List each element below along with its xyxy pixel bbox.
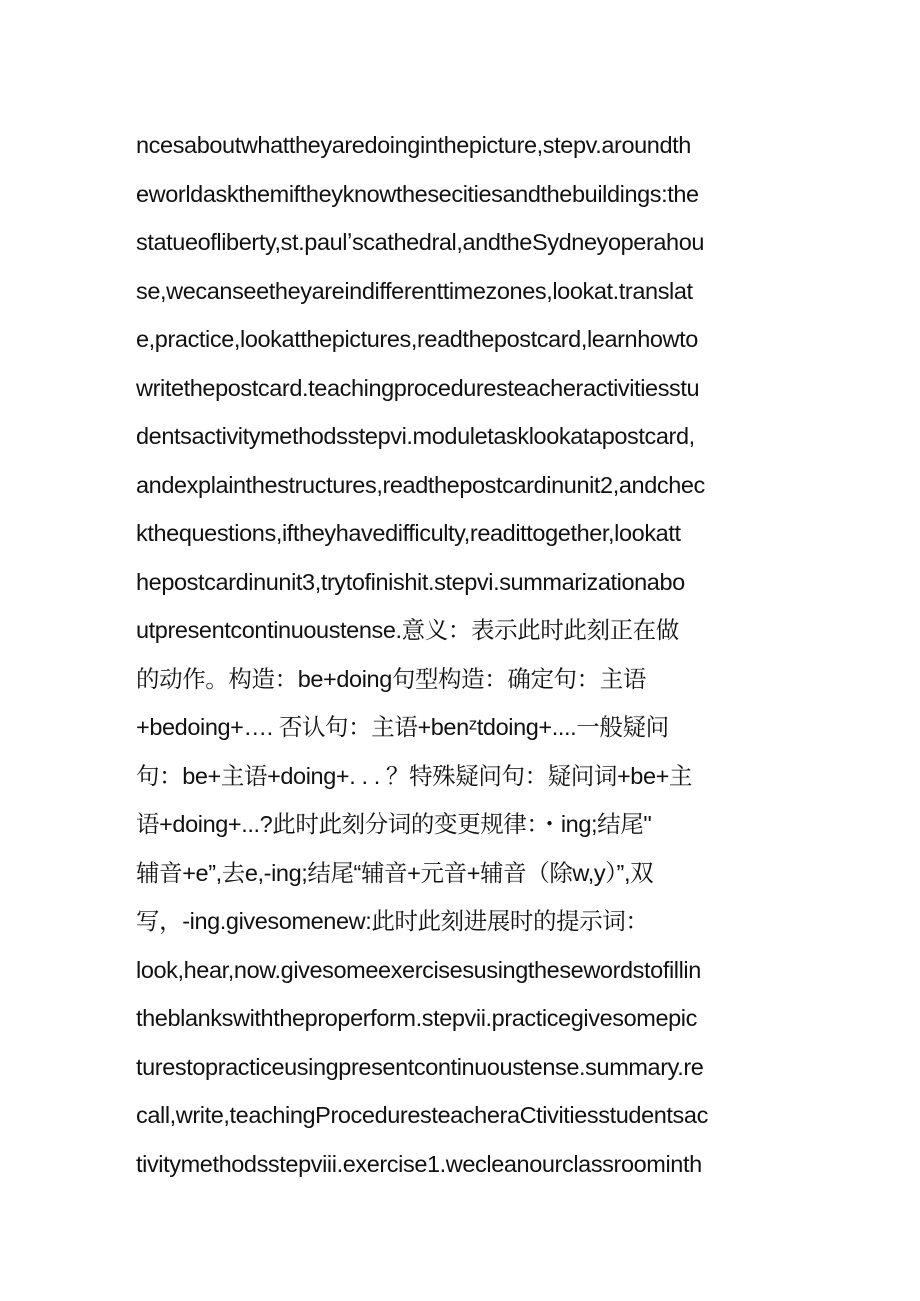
text-line-7: dentsactivitymethodsstepvi.moduletasklookatapostcard, [136, 423, 695, 449]
text-line-4: se,wecanseetheyareindifferenttimezones,lookat.translat [136, 277, 693, 304]
text-line-14: 句：be+主语+doing+. . . ？特殊疑问句：疑问词+be+主 [136, 762, 693, 789]
body-text [136, 121, 796, 1188]
text-line-9: kthequestions,iftheyhavedifficulty,readittogether,lookatt [136, 520, 681, 546]
text-line-11: utpresentcontinuoustense.意义：表示此时此刻正在做 [136, 617, 679, 643]
text-line-3: statueofliberty,st.paulʼscathedral,andtheSydneyoperahou [136, 229, 705, 255]
text-line-10: hepostcardinunit3,trytofinishit.stepvi.summarizationabo [136, 568, 685, 595]
text-line-21: call,write,teachingProceduresteacheraCtivitiesstudentsac [136, 1102, 708, 1128]
text-line-20: turestopracticeusingpresentcontinuoustense.summary.re [136, 1053, 704, 1080]
text-line-17: 写，-ing.givesomenew:此时此刻进展时的提示词： [136, 908, 649, 934]
text-line-8: andexplainthestructures,readthepostcardinunit2,andchec [136, 471, 705, 498]
text-line-18: look,hear,now.givesomeexercisesusingthesewordstofillin [136, 956, 701, 983]
text-line-5: e,practice,lookatthepictures,readthepostcard,learnhowto [136, 326, 698, 352]
text-line-19: theblankswiththeproperform.stepvii.practicegivesomepic [136, 1005, 697, 1031]
text-line-1: ncesaboutwhattheyaredoinginthepicture,stepv.aroundth [136, 132, 691, 158]
text-line-16: 辅音+e”,去e,-ing;结尾“辅音+元音+辅音（除w,y）”,双 [136, 859, 654, 886]
text-line-13: +bedoing+…. 否认句：主语+benᶻtdoing+....一般疑问 [136, 714, 669, 740]
text-line-6: writethepostcard.teachingproceduresteacheractivitiesstu [136, 374, 700, 401]
text-line-12: 的动作。构造：be+doing句型构造：确定句：主语 [136, 665, 646, 692]
text-line-22: tivitymethodsstepviii.exercise1.wecleanourclassroominth [136, 1150, 702, 1177]
text-line-2: eworldaskthemiftheyknowthesecitiesandthebuildings:the [136, 180, 699, 207]
text-line-15: 语+doing+...?此时此刻分词的变更规律：・ing;结尾ʺ [136, 811, 652, 837]
